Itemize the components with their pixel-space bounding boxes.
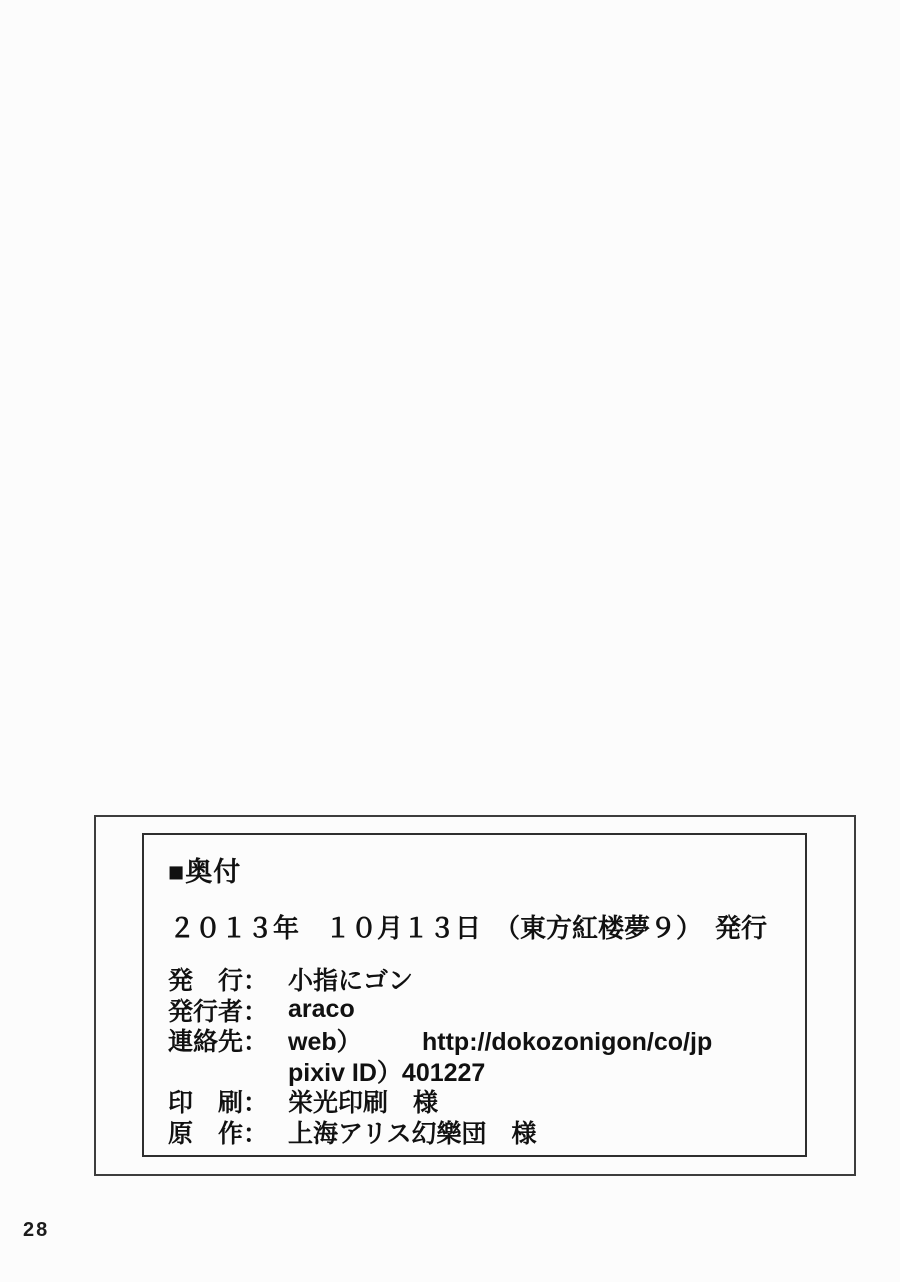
- colophon-header: ■奥付: [168, 857, 242, 887]
- contact-web-label: web）: [288, 1028, 362, 1057]
- row-label-printer: 印 刷：: [168, 1089, 269, 1118]
- row-label-circle: 発 行：: [168, 967, 269, 996]
- publication-date-line: ２０１３年 １０月１３日 （東方紅楼夢９） 発行: [169, 913, 768, 943]
- colophon-row-contact-line2: [168, 1056, 798, 1087]
- colophon-row-author: [168, 995, 798, 1026]
- page-number: 28: [23, 1219, 50, 1241]
- row-value-author: araco: [288, 995, 355, 1024]
- colophon-row-contact: [168, 1025, 798, 1056]
- colophon-row-circle: [168, 964, 798, 995]
- contact-pixiv-id: pixiv ID）401227: [288, 1058, 486, 1087]
- row-value-original: 上海アリス幻樂団 様: [288, 1119, 537, 1148]
- row-label-original: 原 作：: [168, 1119, 269, 1148]
- colophon-row-printer: [168, 1086, 798, 1117]
- colophon-row-original: [168, 1117, 798, 1148]
- contact-url: http://dokozonigon/co/jp: [422, 1028, 713, 1057]
- colophon-rows: [168, 964, 798, 1147]
- row-label-author: 発行者：: [168, 997, 269, 1026]
- row-value-printer: 栄光印刷 様: [288, 1089, 439, 1118]
- row-value-circle: 小指にゴン: [288, 967, 414, 996]
- row-label-contact: 連絡先：: [168, 1028, 269, 1057]
